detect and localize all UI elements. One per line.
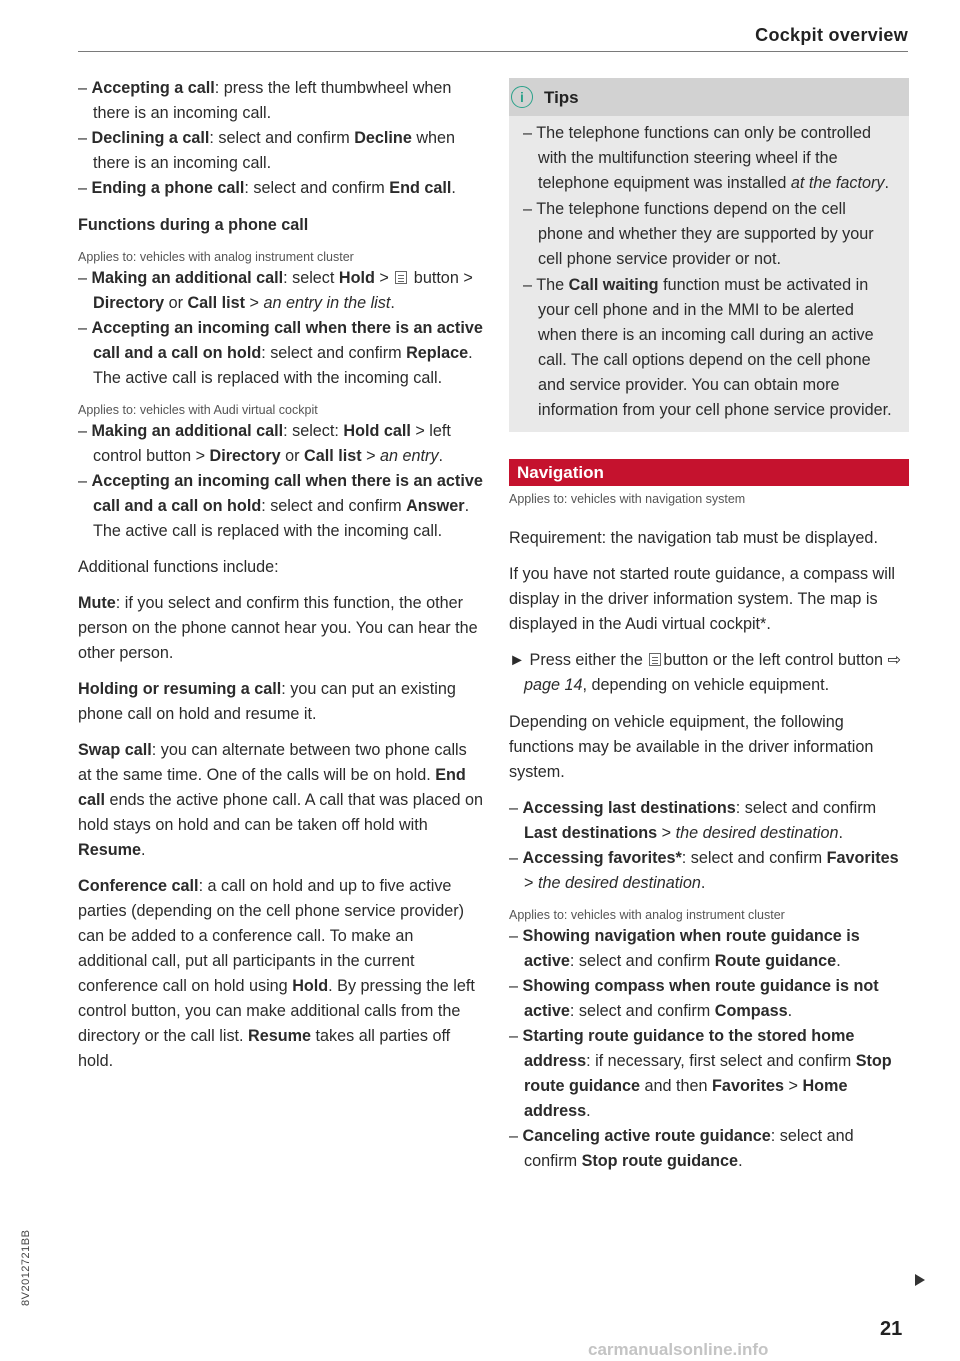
paragraph: Holding or resuming a call: you can put an existing phone call on hold and resume it. [78,680,456,723]
list-item: – Ending a phone call: select and confirm End call. [78,179,456,197]
watermark: carmanualsonline.info [588,1340,769,1359]
paragraph: If you have not started route guidance, a compass will display in the driver information system. The map is displayed in the Audi virtual cockpit*. [509,565,896,633]
document-code: 8V2012721BB [20,1229,32,1306]
list-item: – Accepting an incoming call when there is an active call and a call on hold: select and confirm Replace. The active call is replaced with the incoming call. [78,319,483,387]
list-item: – Making an additional call: select Hold > button > Directory or Call list > an entry in the list. [78,269,473,312]
section-subheading: Functions during a phone call [78,216,309,234]
tips-title: Tips [544,87,579,107]
navigation-section-title: Navigation [509,459,909,486]
list-item: – Accessing favorites*: select and confirm Favorites > the desired destination. [509,849,899,892]
list-item: – The telephone functions depend on the cell phone and whether they are supported by your cell phone service provider or not. [523,200,874,268]
list-item: – Accepting an incoming call when there is an active call and a call on hold: select and confirm Answer. The active call is replaced with the incoming call. [78,472,483,540]
header-title: Cockpit overview [755,25,908,45]
menu-button-icon [649,653,661,666]
list-item: – Showing navigation when route guidance is active: select and confirm Route guidance. [509,927,860,970]
instruction-step: ► Press either the button or the left control button ⇨ page 14, depending on vehicle equipment. [509,651,902,694]
paragraph: Swap call: you can alternate between two phone calls at the same time. One of the calls will be on hold. End call ends the active phone call. A call that was placed on hold stays on hold and can be taken off hold with Resume. [78,741,483,859]
header-rule [78,51,908,52]
list-item: – Canceling active route guidance: select and confirm Stop route guidance. [509,1127,854,1170]
page-number: 21 [880,1318,903,1340]
continue-arrow-icon [915,1274,925,1286]
menu-button-icon [395,271,407,284]
left-column [78,76,483,1085]
list-item: – Declining a call: select and confirm Decline when there is an incoming call. [78,129,456,172]
paragraph: Mute: if you select and confirm this function, the other person on the phone cannot hear you. You can hear the other person. [78,594,478,662]
paragraph: Requirement: the navigation tab must be displayed. [509,529,878,547]
info-icon: i [511,86,533,108]
list-item: – The Call waiting function must be activated in your cell phone and in the MMI to be alerted when there is an incoming call during an active call. The call options depend on the cell phone and service provider. You can obtain more information from your cell phone service provider. [523,276,892,419]
list-item: – Accessing last destinations: select and confirm Last destinations > the desired destination. [509,799,877,842]
paragraph: Additional functions include: [78,558,279,576]
page-reference-link[interactable]: ⇨ page 14 [524,651,902,694]
list-item: – Making an additional call: select: Hold call > left control button > Directory or Call list > an entry. [78,422,451,465]
tips-header [509,78,909,116]
paragraph: Conference call: a call on hold and up to five active parties (depending on the cell phone service provider) can be added to a conference call. To make an additional call, put all participants in the current conference call on hold using Hold. By pressing the left control button, you can make additional calls from the directory or the call list. Resume takes all parties off hold. [78,877,475,1070]
applies-note: Applies to: vehicles with navigation system [509,492,746,506]
list-item: – Starting route guidance to the stored home address: if necessary, first select and confirm Stop route guidance and then Favorites > Home address. [509,1027,892,1120]
applies-note: Applies to: vehicles with analog instrument cluster [509,908,785,922]
list-item: – Accepting a call: press the left thumbwheel when there is an incoming call. [78,79,452,122]
applies-note: Applies to: vehicles with analog instrument cluster [78,250,354,264]
applies-note: Applies to: vehicles with Audi virtual cockpit [78,403,318,417]
list-item: – The telephone functions can only be controlled with the multifunction steering wheel if the telephone equipment was installed at the factory. [523,124,889,192]
tips-box [509,78,909,432]
tips-body [509,116,909,429]
list-item: – Showing compass when route guidance is not active: select and confirm Compass. [509,977,879,1020]
right-column [509,78,909,1174]
paragraph: Depending on vehicle equipment, the following functions may be available in the driver information system. [509,713,874,781]
